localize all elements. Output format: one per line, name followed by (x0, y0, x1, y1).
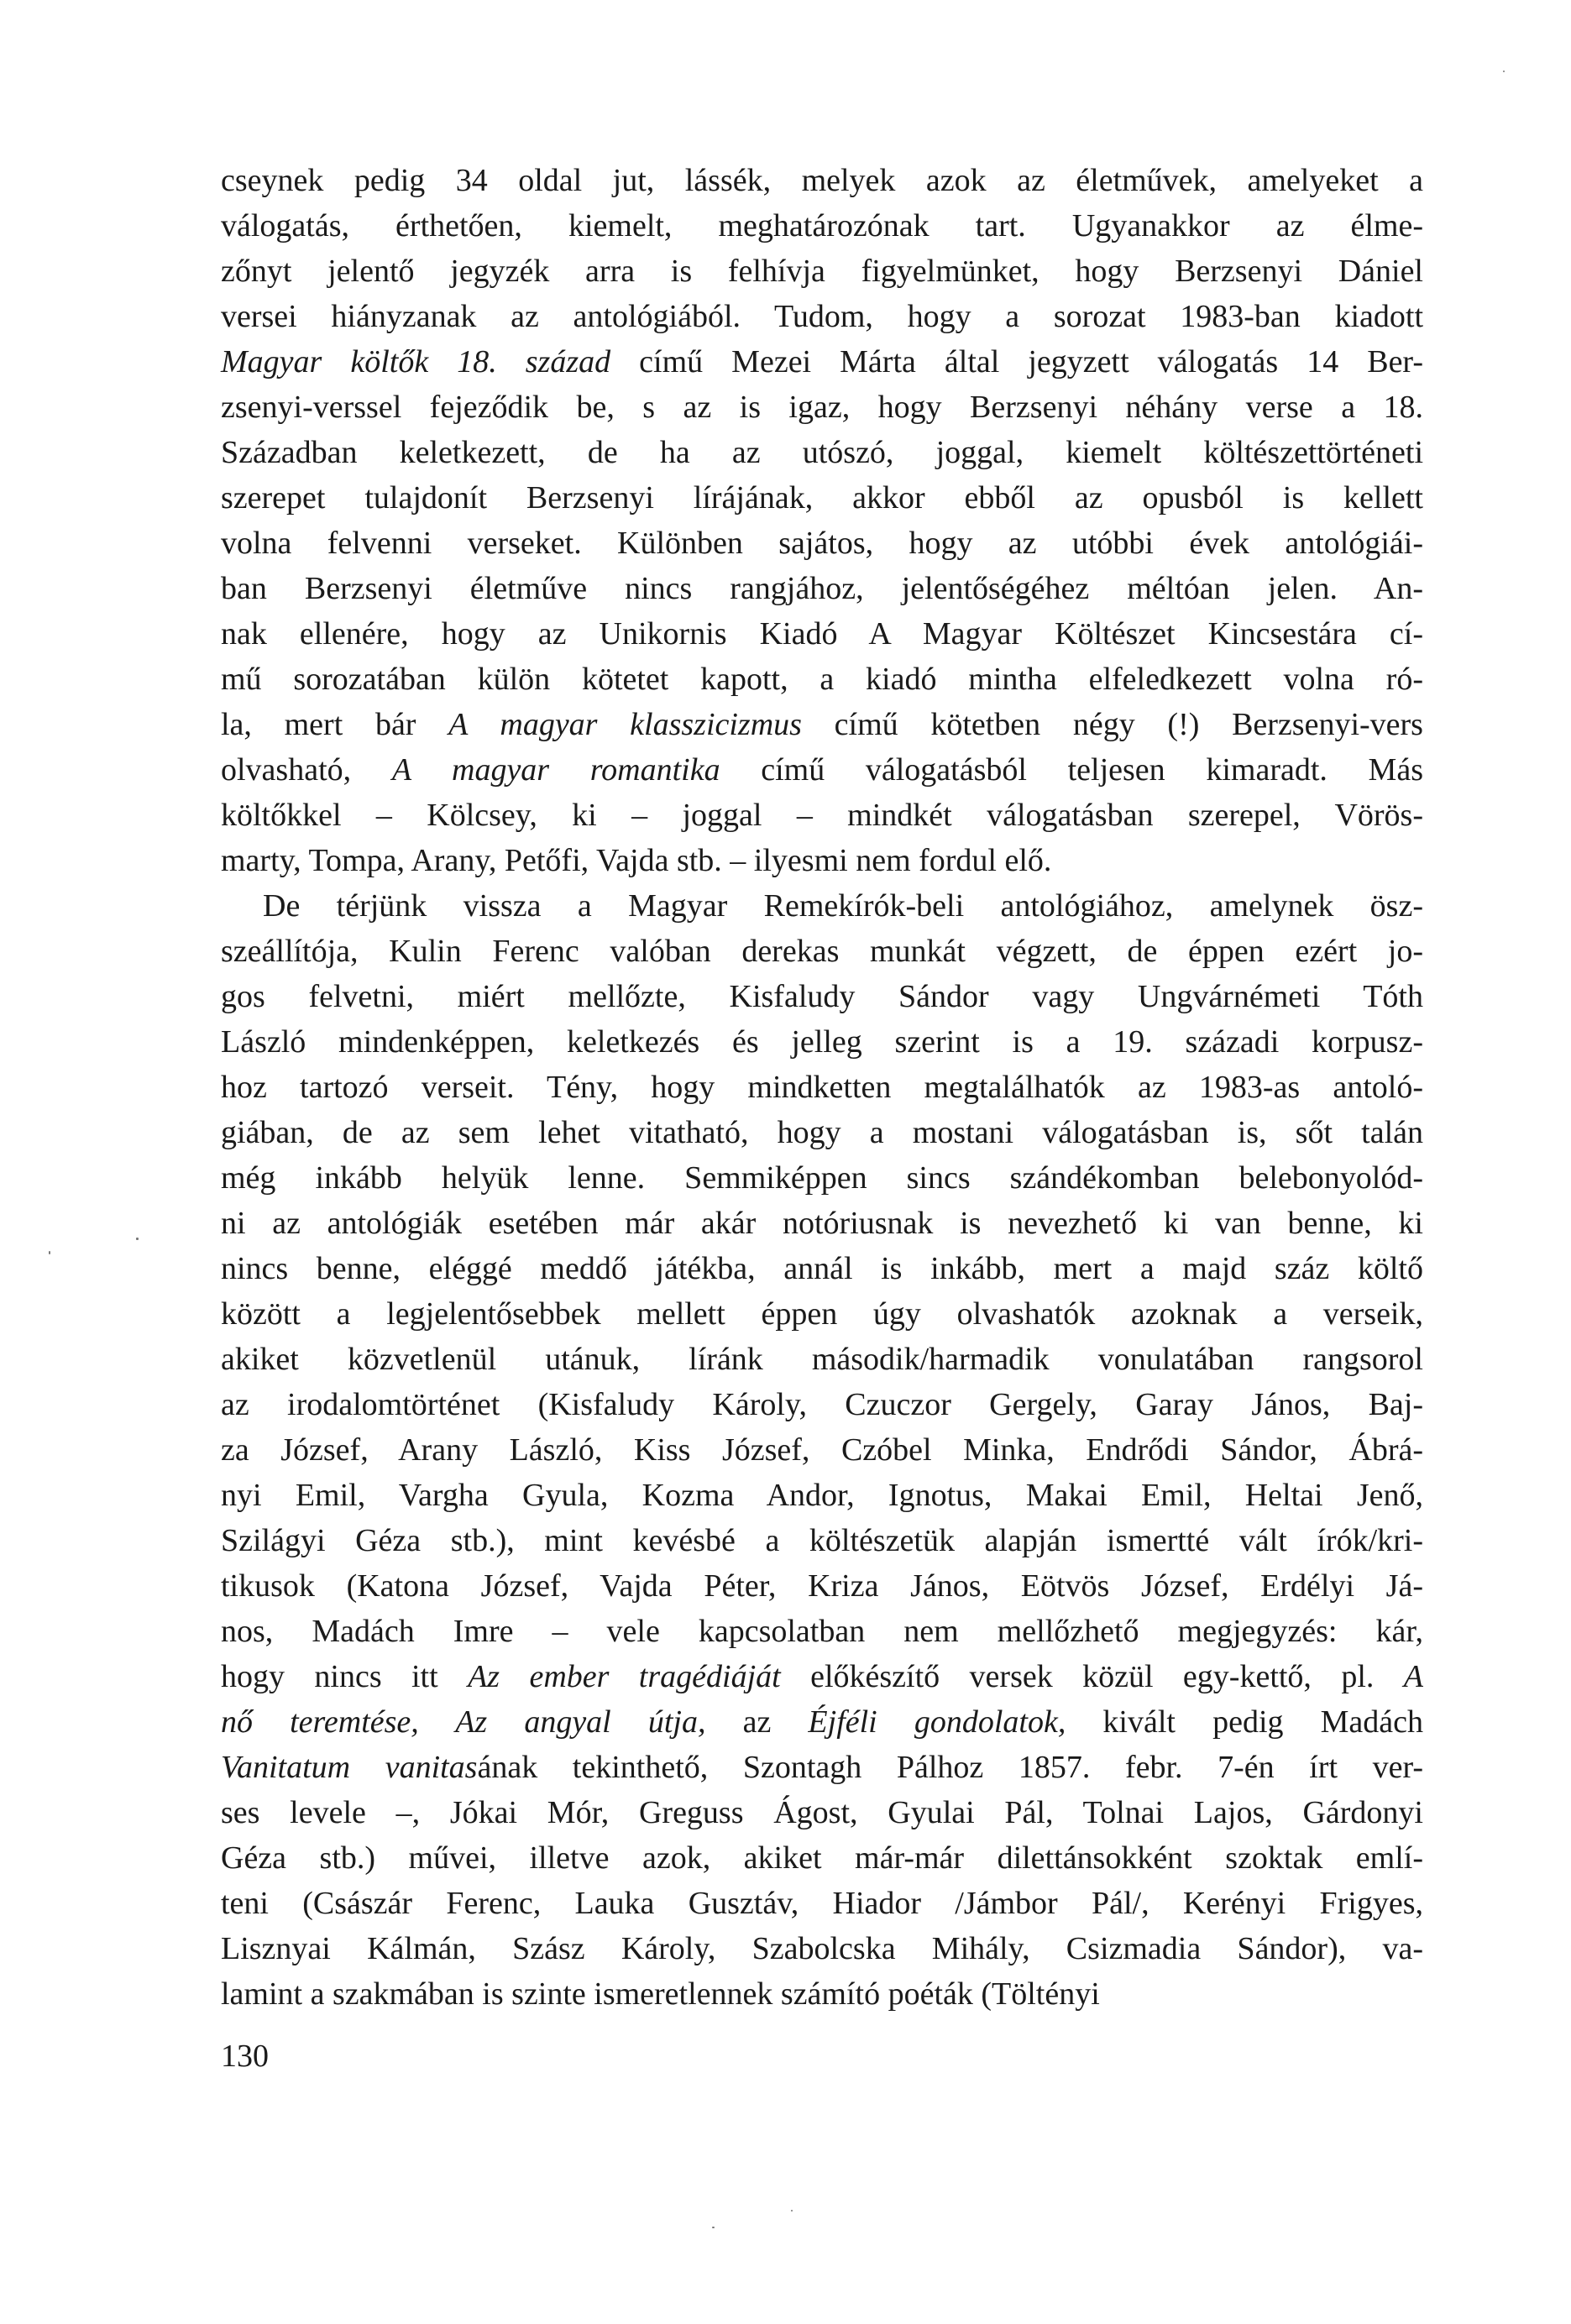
page-number: 130 (221, 2039, 269, 2074)
text-run: című válogatásból teljesen kimaradt. Más (720, 752, 1424, 788)
text-line (221, 611, 1423, 657)
text-run: az (705, 1704, 809, 1740)
text-run: előkészítő versek közül egy-kettő, pl. (780, 1659, 1404, 1694)
text-line (221, 1427, 1423, 1473)
text-run: ses levele –, Jókai Mór, Greguss Ágost, Gyulai Pál, Tolnai Lajos, Gárdonyi (221, 1795, 1423, 1830)
italic-title: A magyar klasszicizmus (448, 707, 802, 742)
text-line (221, 566, 1423, 611)
text-run: zsenyi-verssel fejeződik be, s az is igaz, hogy Berzsenyi néhány verse a 18. (221, 390, 1423, 425)
text-line (221, 1926, 1423, 1971)
text-run: költőkkel – Kölcsey, ki – joggal – mindkét válogatásban szerepel, Vörös- (221, 798, 1423, 833)
scan-speck (136, 1238, 139, 1240)
italic-title: Magyar költők 18. század (221, 344, 611, 379)
text-line (221, 475, 1423, 521)
text-line (221, 158, 1423, 203)
scan-speck (49, 1251, 50, 1254)
text-line (221, 430, 1423, 475)
text-run: nos, Madách Imre – vele kapcsolatban nem mellőzhető megjegyzés: kár, (221, 1614, 1423, 1649)
text-line (221, 974, 1423, 1019)
paragraph (221, 158, 1423, 883)
text-run: gos felvetni, miért mellőzte, Kisfaludy Sándor vagy Ungvárnémeti Tóth (221, 979, 1423, 1014)
text-line (221, 521, 1423, 566)
text-line (221, 929, 1423, 974)
text-line (221, 702, 1423, 747)
text-run: ni az antológiák esetében már akár notóriusnak is nevezhető ki van benne, ki (221, 1206, 1423, 1241)
text-run: giában, de az sem lehet vitatható, hogy a mostani válogatásban is, sőt talán (221, 1115, 1423, 1150)
text-run: hogy nincs itt (221, 1659, 469, 1694)
text-run: az irodalomtörténet (Kisfaludy Károly, Czuczor Gergely, Garay János, Baj- (221, 1387, 1423, 1422)
scan-speck (712, 2227, 715, 2228)
text-line (221, 1654, 1423, 1699)
text-line (221, 1790, 1423, 1835)
text-line (221, 294, 1423, 339)
text-line (221, 1563, 1423, 1609)
text-line (221, 1201, 1423, 1246)
text-run: marty, Tompa, Arany, Petőfi, Vajda stb. – ilyesmi nem fordul elő. (221, 843, 1052, 878)
text-line (221, 1291, 1423, 1337)
text-run: ban Berzsenyi életműve nincs rangjához, jelentőségéhez méltóan jelen. An- (221, 571, 1423, 606)
text-run: teni (Császár Ferenc, Lauka Gusztáv, Hiador /Jámbor Pál/, Kerényi Frigyes, (221, 1886, 1423, 1921)
italic-title: Vanitatum vanitas (221, 1750, 478, 1785)
text-line (221, 657, 1423, 702)
text-line (221, 793, 1423, 838)
text-line (221, 385, 1423, 430)
text-run: lamint a szakmában is szinte ismeretlennek számító poéták (Töltényi (221, 1976, 1100, 2012)
text-run: Szilágyi Géza stb.), mint kevésbé a költészetük alapján ismertté vált írók/kri- (221, 1523, 1423, 1558)
text-line (221, 1155, 1423, 1201)
body-text (221, 158, 1423, 2017)
italic-title: nő teremtése, Az angyal útja, (221, 1704, 706, 1740)
text-run: mű sorozatában külön kötetet kapott, a kiadó mintha elfeledkezett volna ró- (221, 662, 1423, 697)
text-line (221, 1609, 1423, 1654)
text-line (221, 1473, 1423, 1518)
text-line (221, 1337, 1423, 1382)
text-run: cseynek pedig 34 oldal jut, lássék, melyek azok az életművek, amelyeket a (221, 163, 1423, 198)
text-line (221, 1699, 1423, 1745)
scan-speck (791, 2210, 793, 2211)
text-line (221, 747, 1423, 793)
text-line (221, 1065, 1423, 1110)
text-run: nyi Emil, Vargha Gyula, Kozma Andor, Ignotus, Makai Emil, Heltai Jenő, (221, 1478, 1423, 1513)
italic-title: Az ember tragédiáját (468, 1659, 781, 1694)
text-line (221, 1382, 1423, 1427)
text-run: című kötetben négy (!) Berzsenyi-vers (801, 707, 1423, 742)
text-line (221, 1518, 1423, 1563)
text-run: hoz tartozó verseit. Tény, hogy mindketten megtalálhatók az 1983-as antoló- (221, 1070, 1423, 1105)
text-run: olvasható, (221, 752, 392, 788)
text-run: akiket közvetlenül utánuk, líránk második/harmadik vonulatában rangsorol (221, 1342, 1423, 1377)
text-run: za József, Arany László, Kiss József, Czóbel Minka, Endrődi Sándor, Ábrá- (221, 1432, 1423, 1468)
paragraph (221, 883, 1423, 2017)
text-run: kivált pedig Madách (1066, 1704, 1423, 1740)
text-line (221, 1110, 1423, 1155)
text-run: volna felvenni verseket. Különben sajátos, hogy az utóbbi évek antológiái- (221, 526, 1423, 561)
text-run: De térjünk vissza a Magyar Remekírók-beli antológiához, amelynek ösz- (263, 888, 1423, 924)
text-run: szerepet tulajdonít Berzsenyi lírájának, akkor ebből az opusból is kellett (221, 480, 1423, 516)
text-run: még inkább helyük lenne. Semmiképpen sincs szándékomban belebonyolód- (221, 1160, 1423, 1196)
text-run: tikusok (Katona József, Vajda Péter, Kriza János, Eötvös József, Erdélyi Já- (221, 1568, 1423, 1604)
text-run: válogatás, érthetően, kiemelt, meghatározónak tart. Ugyanakkor az élme- (221, 208, 1423, 243)
text-run: Lisznyai Kálmán, Szász Károly, Szabolcska Mihály, Csizmadia Sándor), va- (221, 1931, 1423, 1966)
italic-title: A magyar romantika (391, 752, 720, 788)
italic-title: A (1403, 1659, 1423, 1694)
text-line (221, 1971, 1423, 2017)
text-line (221, 339, 1423, 385)
text-run: versei hiányzanak az antológiából. Tudom, hogy a sorozat 1983-ban kiadott (221, 299, 1423, 334)
text-line (221, 1881, 1423, 1926)
text-line (221, 1246, 1423, 1291)
text-run: László mindenképpen, keletkezés és jelleg szerint is a 19. századi korpusz- (221, 1024, 1423, 1060)
text-run: között a legjelentősebbek mellett éppen úgy olvashatók azoknak a verseik, (221, 1296, 1423, 1332)
italic-title: Éjféli gondolatok, (808, 1704, 1066, 1740)
text-run: Században keletkezett, de ha az utószó, joggal, kiemelt költészettörténeti (221, 435, 1423, 470)
scan-speck (1503, 71, 1505, 72)
text-run: zőnyt jelentő jegyzék arra is felhívja figyelmünket, hogy Berzsenyi Dániel (221, 254, 1423, 289)
text-line (221, 1745, 1423, 1790)
text-run: szeállítója, Kulin Ferenc valóban derekas munkát végzett, de éppen ezért jo- (221, 934, 1423, 969)
text-run: nak ellenére, hogy az Unikornis Kiadó A Magyar Költészet Kincsestára cí- (221, 616, 1423, 652)
text-run: című Mezei Márta által jegyzett válogatás 14 Ber- (610, 344, 1423, 379)
text-line (221, 203, 1423, 249)
text-line (221, 838, 1423, 883)
text-line (221, 1019, 1423, 1065)
text-line (221, 1835, 1423, 1881)
text-run: la, mert bár (221, 707, 449, 742)
text-line (221, 883, 1423, 929)
text-run: ának tekinthető, Szontagh Pálhoz 1857. febr. 7-én írt ver- (477, 1750, 1424, 1785)
text-run: Géza stb.) művei, illetve azok, akiket már-már dilettánsokként szoktak emlí- (221, 1840, 1423, 1876)
text-line (221, 249, 1423, 294)
text-run: nincs benne, eléggé meddő játékba, annál is inkább, mert a majd száz költő (221, 1251, 1423, 1286)
